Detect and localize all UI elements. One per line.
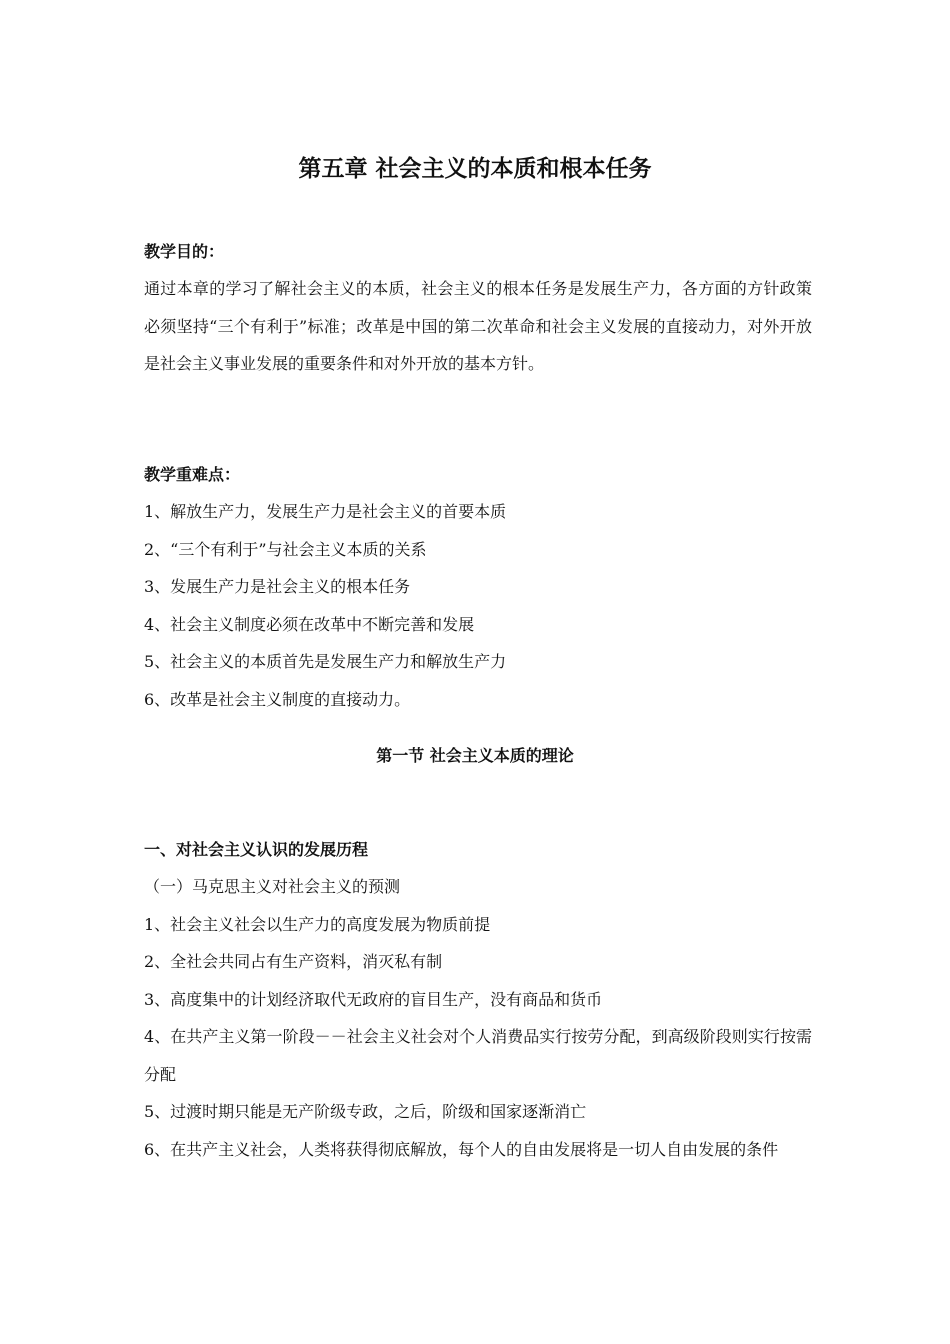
key-points-block <box>144 456 812 718</box>
key-point-item: 4、社会主义制度必须在改革中不断完善和发展 <box>144 614 475 634</box>
section-subheading: 一、对社会主义认识的发展历程 <box>144 840 369 859</box>
section-item: 4、在共产主义第一阶段－－社会主义社会对个人消费品实行按劳分配，到高级阶段则实行按需分配 <box>144 1027 812 1084</box>
key-point-item: 2、“三个有利于”与社会主义本质的关系 <box>144 539 427 559</box>
section-title: 第一节 社会主义本质的理论 <box>376 746 574 765</box>
section-body <box>144 831 812 1168</box>
key-points-heading: 教学重难点： <box>144 465 241 484</box>
section-item: 2、全社会共同占有生产资料，消灭私有制 <box>144 952 443 971</box>
objectives-text: 通过本章的学习了解社会主义的本质，社会主义的根本任务是发展生产力，各方面的方针政策必须坚持“三个有利于”标准；改革是中国的第二次革命和社会主义发展的直接动力，对外开放是社会主义事业发展的重要条件和对外开放的基本方针。 <box>144 279 812 373</box>
section-item: 6、在共产主义社会，人类将获得彻底解放，每个人的自由发展将是一切人自由发展的条件 <box>144 1139 779 1159</box>
section-item: 3、高度集中的计划经济取代无政府的盲目生产，没有商品和货币 <box>144 989 603 1009</box>
key-point-item: 1、解放生产力，发展生产力是社会主义的首要本质 <box>144 502 507 521</box>
objectives-block <box>144 233 812 383</box>
chapter-title: 第五章 社会主义的本质和根本任务 <box>298 156 652 182</box>
section-sub-subheading: （一）马克思主义对社会主义的预测 <box>144 877 401 896</box>
key-point-item: 6、改革是社会主义制度的直接动力。 <box>144 689 411 709</box>
objectives-heading: 教学目的： <box>144 242 225 261</box>
key-point-item: 3、发展生产力是社会主义的根本任务 <box>144 577 411 596</box>
key-point-item: 5、社会主义的本质首先是发展生产力和解放生产力 <box>144 652 507 671</box>
section-item: 1、社会主义社会以生产力的高度发展为物质前提 <box>144 914 491 934</box>
section-item: 5、过渡时期只能是无产阶级专政，之后，阶级和国家逐渐消亡 <box>144 1102 587 1121</box>
